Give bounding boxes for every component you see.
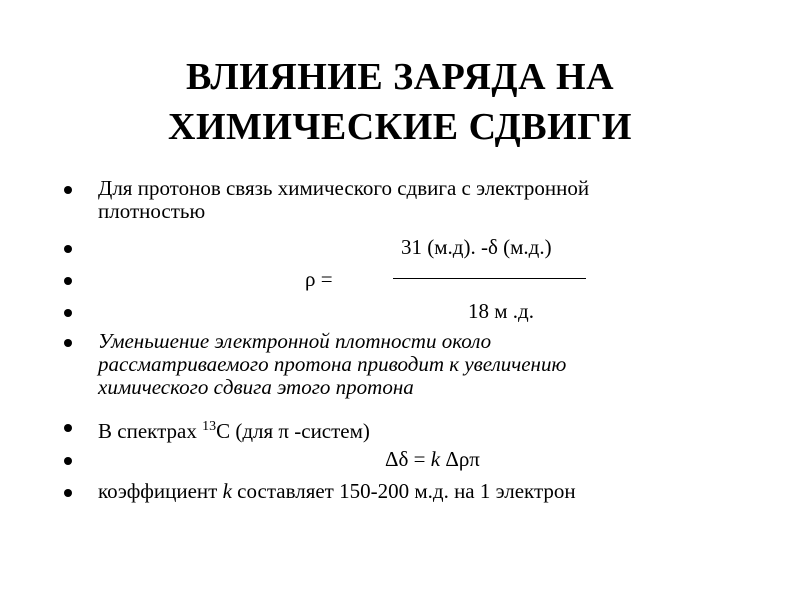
- text-run: Δρπ: [440, 447, 480, 471]
- bullet-dot: [64, 424, 72, 432]
- bullet-text-line: химического сдвига этого протона: [98, 375, 414, 399]
- formula-rho: ρ =: [305, 267, 333, 291]
- bullet-text-line: рассматриваемого протона приводит к увеличению: [98, 352, 567, 376]
- bullet-text: [98, 415, 738, 443]
- bullet-text-line: плотностью: [98, 199, 206, 223]
- symbol-k: k: [430, 447, 441, 471]
- bullet-dot: [64, 457, 72, 465]
- bullet-text: [98, 480, 738, 503]
- bullet-dot: [64, 245, 72, 253]
- symbol-k: k: [222, 479, 232, 503]
- fraction-line: [393, 278, 586, 279]
- bullet-text: [98, 330, 738, 399]
- text-run: В спектрах: [98, 419, 203, 443]
- formula-denominator: 18 м .д.: [468, 299, 534, 323]
- bullet-text: [98, 177, 738, 223]
- text-run: коэффициент: [98, 479, 223, 503]
- title-line-1: ВЛИЯНИЕ ЗАРЯДА НА: [185, 56, 615, 98]
- superscript-13: 13: [202, 419, 217, 434]
- bullet-text-line: Для протонов связь химического сдвига с электронной: [98, 176, 590, 200]
- bullet-dot: [64, 339, 72, 347]
- text-run: составляет 150-200 м.д. на 1 электрон: [231, 479, 576, 503]
- bullet-dot: [64, 186, 72, 194]
- text-run: Δδ =: [385, 447, 431, 471]
- bullet-dot: [64, 489, 72, 497]
- title-line-2: ХИМИЧЕСКИЕ СДВИГИ: [168, 106, 632, 148]
- text-run: С (для π -систем): [216, 419, 370, 443]
- bullet-dot: [64, 309, 72, 317]
- bullet-dot: [64, 277, 72, 285]
- bullet-text-line: Уменьшение электронной плотности около: [98, 329, 492, 353]
- formula-delta: [385, 448, 480, 471]
- formula-numerator: 31 (м.д). -δ (м.д.): [401, 235, 552, 259]
